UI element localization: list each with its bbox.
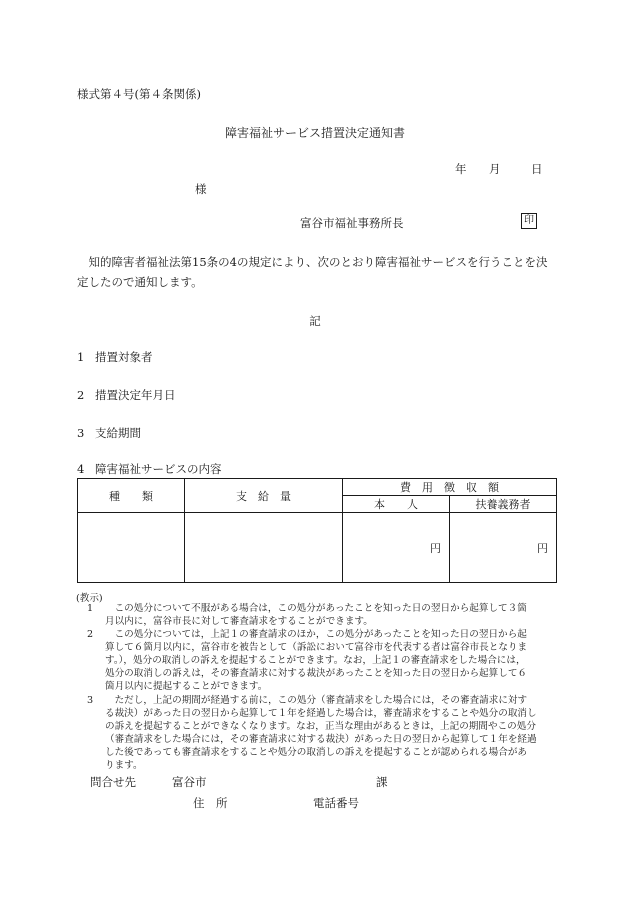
contact-label: 問合せ先 <box>90 775 136 789</box>
note-line: 処分の取消しの訴えは，その審査請求に対する裁決があったことを知った日の翌日から起算して６ <box>105 668 528 679</box>
contact-line <box>90 774 388 790</box>
section-2 <box>77 387 176 403</box>
section-number: 4 <box>77 462 85 476</box>
cell-supporter <box>450 513 557 583</box>
yen-self: 円 <box>430 541 441 555</box>
kyoji-title: (教示) <box>76 593 103 604</box>
note-line: 月以内に，富谷市長に対して審査請求をすることができます。 <box>105 616 373 627</box>
document-title: 障害福祉サービス措置決定通知書 <box>224 126 405 140</box>
note-line: 箇月以内に提起することができます。 <box>105 681 268 692</box>
note-line: ります。 <box>105 760 143 771</box>
contact-address-line <box>193 795 359 811</box>
note-line: る裁決）があった日の翌日から起算して１年を経過した場合は，審査請求をすることや処分の取消し <box>105 708 537 719</box>
note-line: 算して６箇月以内に，富谷市を被告として（訴訟において富谷市を代表する者は富谷市長となりま <box>105 642 528 653</box>
seal-box: 印 <box>521 213 537 229</box>
note-1 <box>87 602 557 628</box>
cell-self <box>343 513 450 583</box>
date-line <box>455 161 543 177</box>
header-fee: 費 用 徴 収 額 <box>343 479 557 496</box>
note-number: 1 <box>87 603 94 614</box>
section-number: 3 <box>77 426 85 440</box>
form-number: 様式第４号(第４条関係) <box>77 87 201 101</box>
note-line: す。），処分の取消しの訴えを提起することができます。なお，上記１の審査請求をした場合には， <box>105 655 526 666</box>
issuer-name: 富谷市福祉事務所長 <box>300 216 404 230</box>
phone-label: 電話番号 <box>313 796 359 810</box>
body-text: 知的障害者福祉法第15条の4の規定により、次のとおり障害福祉サービスを行うことを決定したので通知します。 <box>77 255 548 289</box>
section-3 <box>77 425 141 441</box>
header-amount: 支 給 量 <box>185 479 343 513</box>
service-table <box>77 478 557 583</box>
cell-amount <box>185 513 343 583</box>
contact-section: 課 <box>376 775 388 789</box>
note-number: 2 <box>87 629 94 640</box>
section-label: 措置対象者 <box>95 350 153 364</box>
header-self: 本 人 <box>343 496 450 513</box>
header-type: 種 類 <box>78 479 185 513</box>
note-line: ただし，上記の期間が経過する前に，この処分（審査請求をした場合には，その審査請求に対す <box>114 695 528 706</box>
section-number: 1 <box>77 350 85 364</box>
header-supporter: 扶養義務者 <box>450 496 557 513</box>
cell-type <box>78 513 185 583</box>
note-number: 3 <box>87 695 94 706</box>
note-line: （審査請求をした場合には，その審査請求に対する裁決）があった日の翌日から起算して１年を経過 <box>105 734 537 745</box>
section-number: 2 <box>77 388 85 402</box>
addressee-suffix: 様 <box>195 182 207 196</box>
date-month: 月 <box>489 162 501 176</box>
date-day: 日 <box>531 162 543 176</box>
note-line: この処分について不服がある場合は，この処分があったことを知った日の翌日から起算して３箇 <box>114 603 527 614</box>
note-line: この処分については，上記１の審査請求のほか，この処分があったことを知った日の翌日から起 <box>114 629 527 640</box>
address-label: 住 所 <box>193 796 228 810</box>
note-line: の訴えを提起することができなくなります。なお，正当な理由があるときは，上記の期間やこの処分 <box>105 721 536 732</box>
date-year: 年 <box>455 162 467 176</box>
section-1 <box>77 349 153 365</box>
note-2 <box>87 628 557 693</box>
note-3 <box>87 694 557 772</box>
section-label: 障害福祉サービスの内容 <box>95 462 222 476</box>
note-line: した後であっても審査請求をすることや処分の取消しの訴えを提起することが認められる場合があ <box>105 747 528 758</box>
yen-supporter: 円 <box>537 541 548 555</box>
section-4 <box>77 461 222 477</box>
section-label: 措置決定年月日 <box>95 388 176 402</box>
section-label: 支給期間 <box>95 426 141 440</box>
contact-city: 富谷市 <box>172 775 207 789</box>
ki-heading: 記 <box>309 314 321 328</box>
